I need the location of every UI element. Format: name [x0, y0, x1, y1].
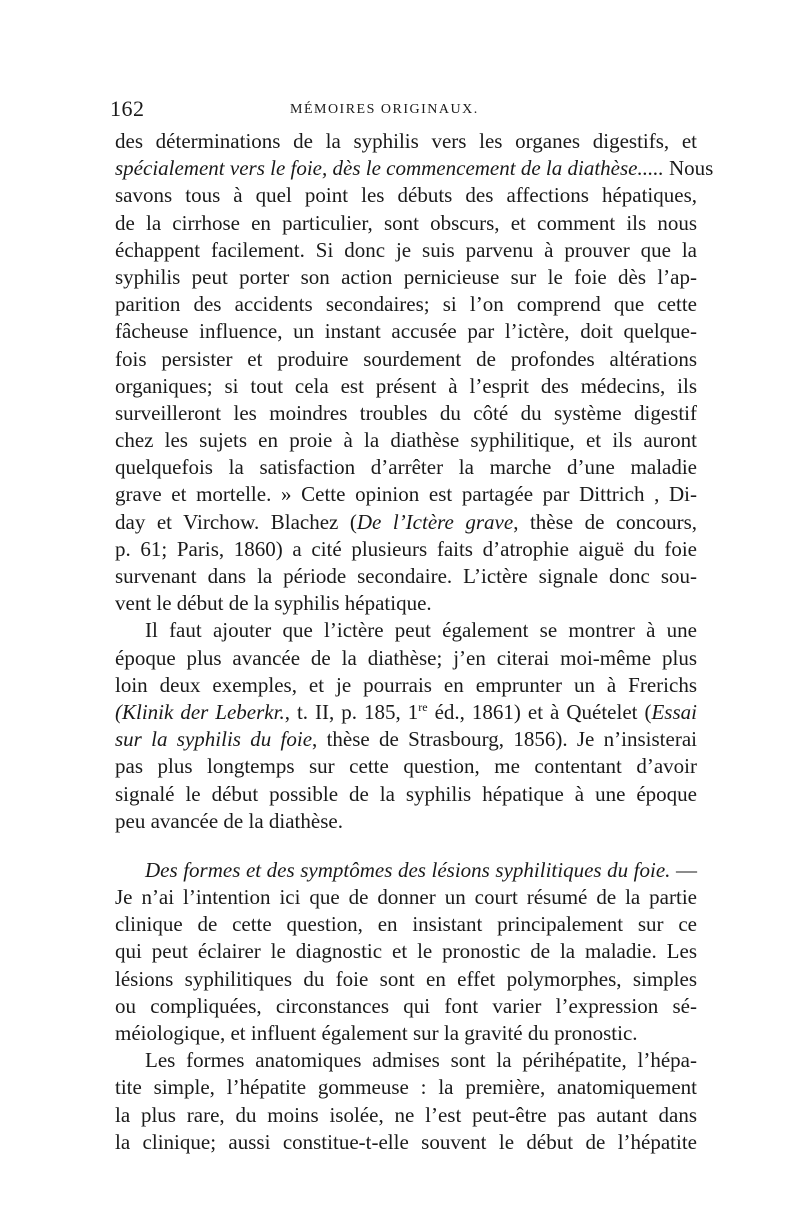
- text-run: , thèse de concours,: [513, 509, 698, 534]
- text-line: ou compliquées, circonstances qui font varier l’expression sé-: [115, 993, 697, 1018]
- text-run: , thèse de Strasbourg, 1856). Je n’insisterai: [312, 727, 697, 752]
- text-line: clinique de cette question, en insistant principalement sur ce: [115, 912, 697, 937]
- text-line: [115, 509, 697, 536]
- page-header: [110, 96, 695, 124]
- text-line: de la cirrhose en particulier, sont obscurs, et comment ils nous: [115, 210, 697, 235]
- text-line: survenant dans la période secondaire. L’ictère signale donc sou-: [115, 564, 697, 588]
- italic-text: Essai: [651, 699, 697, 724]
- text-line: [115, 155, 714, 182]
- text-line: vent le début de la syphilis hépatique.: [115, 591, 432, 616]
- body-text: [115, 128, 714, 1156]
- text-line: signalé le début possible de la syphilis hépatique à une époque: [115, 781, 697, 806]
- text-line: [115, 699, 697, 726]
- text-line: la plus rare, du moins isolée, ne l’est peut-être pas autant dans: [115, 1102, 697, 1127]
- text-run: Nous: [663, 156, 714, 181]
- text-line: quelquefois la satisfaction d’arrêter la marche d’une maladie: [115, 455, 697, 480]
- text-line: chez les sujets en proie à la diathèse syphilitique, et ils auront: [115, 428, 697, 453]
- text-line: Il faut ajouter que l’ictère peut également se montrer à une: [145, 618, 697, 643]
- text-line: surveilleront les moindres troubles du côté du système digestif: [115, 400, 697, 425]
- text-run: —: [670, 857, 698, 882]
- text-run: éd., 1861) et à Quételet (: [427, 699, 652, 724]
- text-line: organiques; si tout cela est présent à l’esprit des médecins, ils: [115, 373, 697, 398]
- text-line: Je n’ai l’intention ici que de donner un court résumé de la partie: [115, 885, 697, 910]
- section-title: Des formes et des symptômes des lésions syphilitiques du foie.: [145, 857, 671, 882]
- section-title-line: [115, 857, 697, 884]
- text-line: époque plus avancée de la diathèse; j’en citerai moi-même plus: [115, 645, 697, 670]
- text-line: syphilis peut porter son action pernicieuse sur le foie dès l’ap-: [115, 264, 697, 289]
- text-line: la clinique; aussi constitue-t-elle souvent le début de l’hépatite: [115, 1129, 697, 1154]
- text-line: p. 61; Paris, 1860) a cité plusieurs faits d’atrophie aiguë du foie: [115, 536, 697, 561]
- text-line: échappent facilement. Si donc je suis parvenu à prouver que la: [115, 237, 697, 262]
- text-line: loin deux exemples, et je pourrais en emprunter un à Frerichs: [115, 672, 697, 697]
- text-line: lésions syphilitiques du foie sont en effet polymorphes, simples: [115, 966, 697, 991]
- text-line: Les formes anatomiques admises sont la périhépatite, l’hépa-: [145, 1048, 697, 1073]
- italic-text: De l’Ictère grave: [356, 509, 514, 534]
- text-line: fois persister et produire sourdement de profondes altérations: [115, 346, 697, 371]
- running-head: MÉMOIRES ORIGINAUX.: [290, 102, 479, 117]
- page-number: 162: [110, 96, 145, 121]
- superscript: re: [418, 699, 428, 714]
- text-run: day et Virchow. Blachez (: [115, 509, 357, 534]
- section-gap: [115, 835, 697, 857]
- text-line: méiologique, et influent également sur la gravité du pronostic.: [115, 1021, 638, 1045]
- italic-text: sur la syphilis du foie: [115, 727, 313, 752]
- text-line: grave et mortelle. » Cette opinion est partagée par Dittrich , Di-: [115, 482, 697, 507]
- text-line: parition des accidents secondaires; si l’on comprend que cette: [115, 292, 697, 317]
- text-line: peu avancée de la diathèse.: [115, 808, 343, 833]
- text-line: [115, 726, 697, 753]
- text-line: tite simple, l’hépatite gommeuse : la première, anatomiquement: [115, 1075, 697, 1100]
- text-line: fâcheuse influence, un instant accusée par l’ictère, doit quelque-: [115, 319, 697, 344]
- text-line: savons tous à quel point les débuts des affections hépatiques,: [115, 183, 697, 208]
- text-line: des déterminations de la syphilis vers les organes digestifs, et: [115, 129, 697, 153]
- text-line: qui peut éclairer le diagnostic et le pronostic de la maladie. Les: [115, 939, 697, 964]
- text-line: pas plus longtemps sur cette question, me contentant d’avoir: [115, 754, 697, 779]
- text-run: , t. II, p. 185, 1: [284, 699, 419, 724]
- italic-text: (Klinik der Leberkr.: [115, 699, 285, 724]
- italic-text: spécialement vers le foie, dès le commencement de la diathèse.....: [115, 156, 664, 181]
